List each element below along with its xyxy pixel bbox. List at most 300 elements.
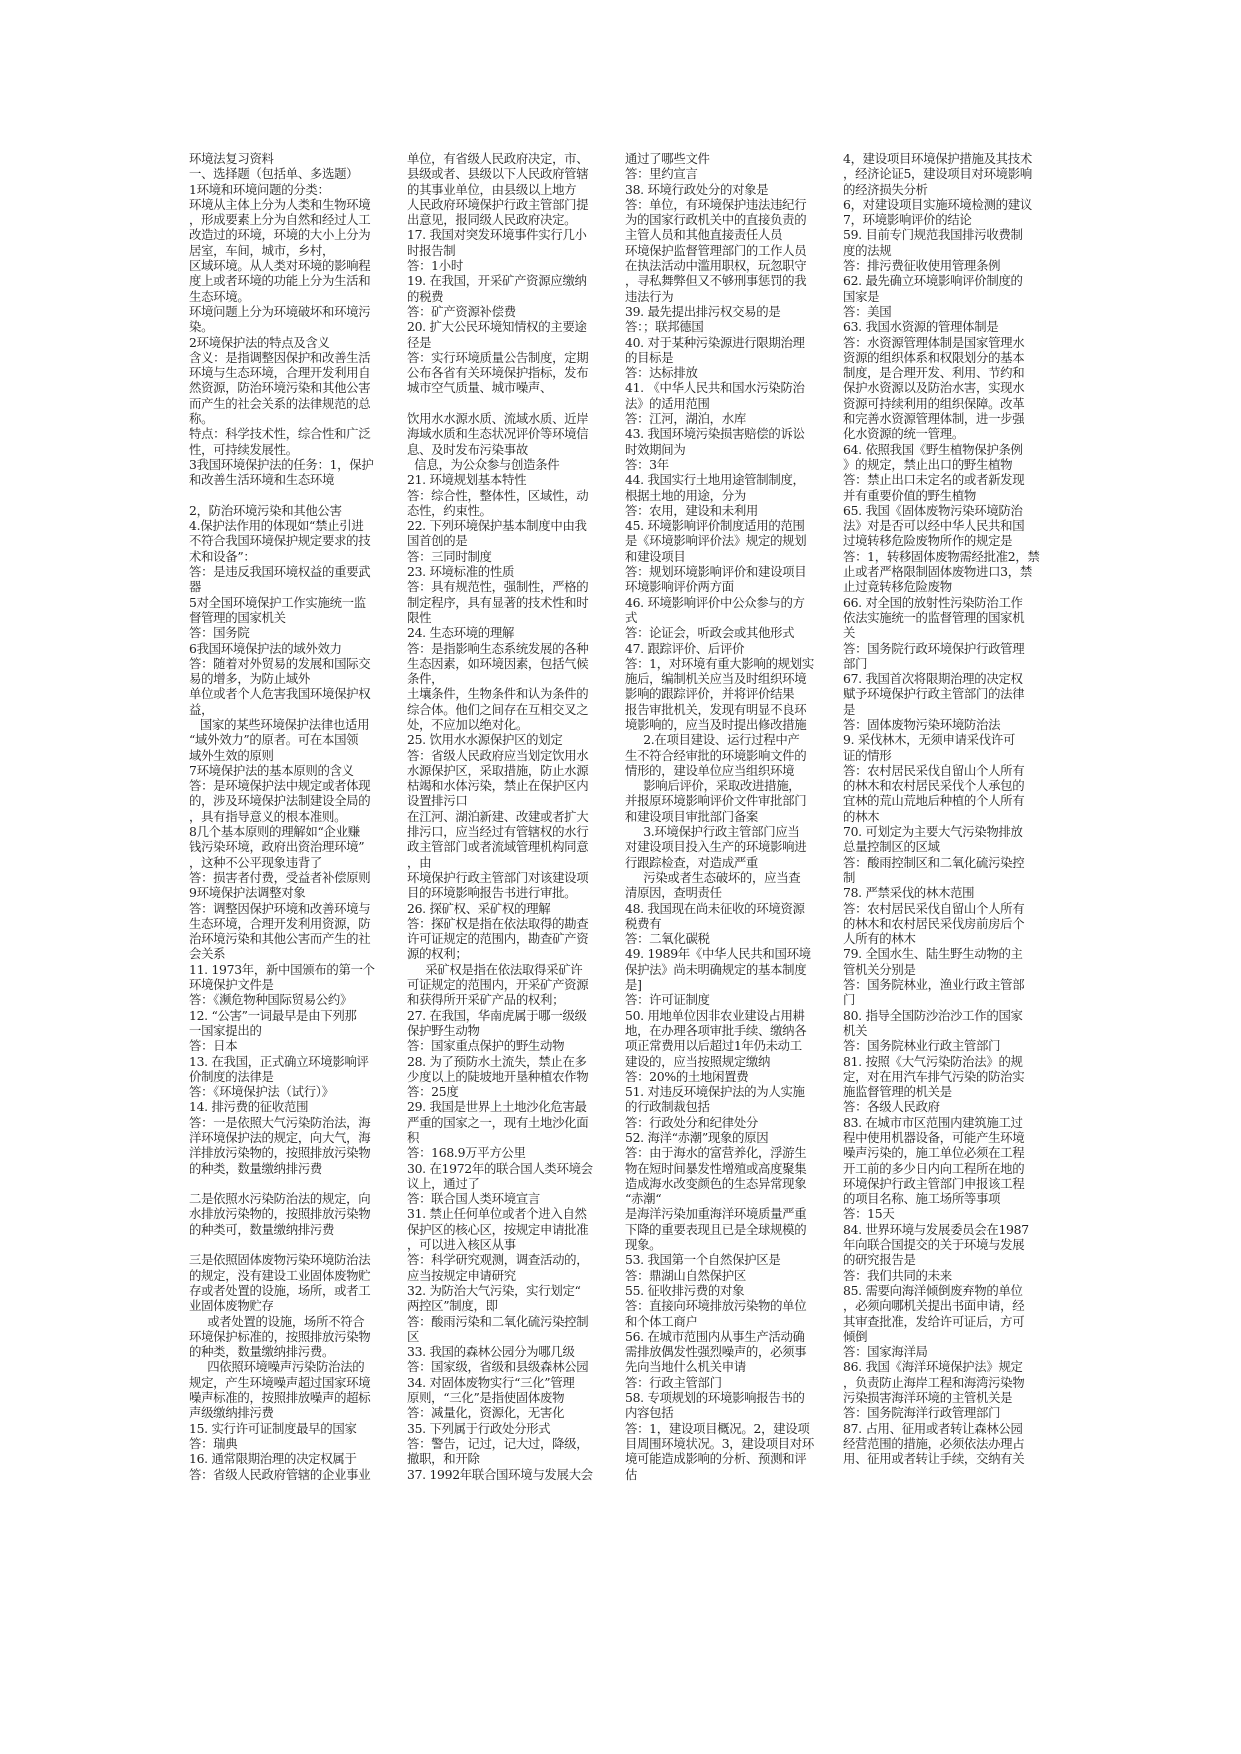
text-line: 四依照环境噪声污染防治法的 — [189, 1359, 365, 1375]
text-line: 易的增多，为防止域外 — [189, 671, 310, 687]
text-line: 一、选择题（包括单、多选题） — [189, 166, 359, 182]
text-line: 答：1，转移固体废物需经批准2，禁 — [843, 548, 1040, 564]
text-line: 答：鼎湖山自然保护区 — [625, 1267, 746, 1283]
text-line: 55. 征收排污费的对象 — [625, 1282, 745, 1298]
text-line: 染。 — [189, 319, 214, 335]
text-line: 和建设项目审批部门备案 — [625, 808, 758, 824]
text-line: 的项目名称、施工场所等事项 — [843, 1191, 1001, 1207]
text-line: 52. 海洋“赤潮”现象的原因 — [625, 1130, 769, 1145]
text-line: 38. 环境行政处分的对象是 — [625, 181, 769, 197]
text-line: 3.环境保护行政主管部门应当 — [625, 824, 800, 840]
text-line: 2，防治环境污染和其他公害 — [189, 502, 342, 518]
text-line: ，这种不公平现象违背了 — [189, 854, 322, 870]
text-line: 答：三同时制度 — [407, 548, 492, 564]
text-line: “赤潮“ — [625, 1191, 662, 1207]
text-line: 限性 — [407, 609, 432, 625]
text-line: 环境保护文件是 — [189, 977, 274, 993]
text-line: 答：国务院林业，渔业行政主管部 — [843, 977, 1025, 993]
text-line: 29. 我国是世界上土地沙化危害最 — [407, 1099, 587, 1115]
text-line: 28. 为了预防水土流失，禁止在多 — [407, 1053, 587, 1069]
text-line: 答：《濒危物种国际贸易公约》 — [189, 992, 353, 1008]
text-line: 答：酸雨控制区和二氧化硫污染控 — [843, 854, 1025, 870]
text-line: 环境与生态环境，合理开发利用自 — [189, 365, 371, 381]
text-line: 答：是违反我国环境权益的重要武 — [189, 564, 371, 580]
text-line: 为的国家行政机关中的直接负责的 — [625, 212, 807, 228]
text-line: 钱污染环境，政府出资治理环境” — [189, 839, 365, 855]
text-line: 40. 对于某种污染源进行限期治理 — [625, 334, 805, 350]
text-line: 45. 环境影响评价制度适用的范围 — [625, 518, 805, 534]
text-line: 答：实行环境质量公告制度，定期 — [407, 349, 589, 365]
text-line: 答：规划环境影响评价和建设项目 — [625, 564, 807, 580]
text-line: 53. 我国第一个自然保护区是 — [625, 1252, 781, 1268]
text-line: 答：二氧化碳税 — [625, 931, 710, 947]
text-line: 答：《环境保护法（试行）》 — [189, 1084, 334, 1100]
text-line: ，由 — [407, 854, 432, 870]
text-line: 答：瑞典 — [189, 1435, 238, 1451]
text-line: “域外效力”的原者。可在本国领 — [189, 732, 359, 748]
text-line: 或者处置的设施，场所不符合 — [189, 1313, 365, 1329]
text-line: 污染损害海洋环境的主管机关是 — [843, 1390, 1013, 1406]
text-line: 制度，是合理开发、利用、节约和 — [843, 365, 1025, 381]
text-line: 在江河、湖泊新建、改建或者扩大 — [407, 808, 589, 824]
text-line: 环境影响评价两方面 — [625, 579, 734, 595]
text-line: 施监督管理的机关是 — [843, 1084, 952, 1100]
text-line: 通过了哪些文件 — [625, 151, 710, 166]
text-line: 开工前的多少日内向工程所在地的 — [843, 1160, 1025, 1176]
text-line: 答：行政处分和纪律处分 — [625, 1114, 758, 1130]
text-line: 存或者处置的设施，场所，或者工 — [189, 1282, 371, 1298]
text-line: 环境保护标准的，按照排放污染物 — [189, 1328, 371, 1344]
text-line: 径是 — [407, 334, 432, 350]
text-line: 称。 — [189, 411, 214, 427]
text-line: 目的环境影响报告书进行审批。 — [407, 885, 577, 901]
text-line: 是海洋污染加重海洋环境质量严重 — [625, 1206, 807, 1222]
text-line: 水源保护区，采取措施，防止水源 — [407, 762, 589, 778]
text-line: 而产生的社会关系的法律规范的总 — [189, 395, 371, 411]
text-line: 34. 对固体废物实行“三化”管理 — [407, 1374, 575, 1390]
text-line: 答：国务院 — [189, 625, 250, 641]
text-line: 二是依照水污染防治法的规定，向 — [189, 1191, 371, 1207]
text-line: 70. 可划定为主要大气污染物排放 — [843, 824, 1023, 840]
text-line: 区 — [407, 1328, 420, 1344]
text-line: 答：168.9万平方公里 — [407, 1145, 526, 1161]
text-line: 48. 我国现在尚未征收的环境资源 — [625, 900, 805, 916]
text-line: 城市空气质量、城市噪声、 — [407, 380, 553, 396]
text-line: 50. 用地单位因非农业建设占用耕 — [625, 1007, 805, 1023]
text-line: 33. 我国的森林公园分为哪几级 — [407, 1344, 575, 1360]
text-line: 是《环境影响评价法》规定的规划 — [625, 533, 807, 549]
text-line: 4，建设项目环境保护措施及其技术 — [843, 151, 1032, 166]
text-line: ，经济论证5，建设项目对环境影响 — [843, 166, 1032, 182]
text-line: 答：由于海水的富营养化，浮游生 — [625, 1145, 807, 1161]
text-line: 影响后评价，采取改进措施， — [625, 778, 801, 794]
text-line: 器 — [189, 579, 202, 595]
text-line: 答：3年 — [625, 456, 669, 472]
text-line: 两控区”制度，即 — [407, 1298, 498, 1314]
text-line: 答：一是依照大气污染防治法，海 — [189, 1114, 371, 1130]
text-line: 单位或者个人危害我国环境保护权 — [189, 686, 371, 702]
text-line: 17. 我国对突发环境事件实行几小 — [407, 227, 587, 243]
text-line: 门 — [843, 992, 856, 1008]
text-line: 过境转移危险废物所作的规定是 — [843, 533, 1013, 549]
text-line: 会关系 — [189, 946, 226, 962]
text-line: 在执法活动中滥用职权，玩忽职守 — [625, 258, 807, 274]
text-line: 的税费 — [407, 288, 444, 304]
text-line — [189, 1176, 394, 1191]
text-line: 答：我们共同的未来 — [843, 1267, 952, 1283]
text-line: 答：固体废物污染环境防治法 — [843, 716, 1001, 732]
text-line: 37. 1992年联合国环境与发展大会 — [407, 1466, 593, 1482]
text-line: 饮用水水源水质、流域水质、近岸 — [407, 411, 589, 427]
text-line: 12. “公害”一词最早是由下列那 — [189, 1007, 357, 1023]
text-line: 答：国家海洋局 — [843, 1344, 928, 1360]
text-line: 答：综合性，整体性，区域性，动 — [407, 487, 589, 503]
text-line: 度的法规 — [843, 242, 892, 258]
text-line: 答：直接向环境排放污染物的单位 — [625, 1298, 807, 1314]
text-line: 环境保护行政主管部门对该建设项 — [407, 869, 589, 885]
text-line: 答：单位，有环境保护违法违纪行 — [625, 196, 807, 212]
text-line: 信息，为公众参与创造条件 — [407, 456, 560, 472]
text-line: 治环境污染和其他公害而产生的社 — [189, 931, 371, 947]
text-line: 出意见，报同级人民政府决定。 — [407, 212, 577, 228]
text-line: 6我国环境保护法的域外效力 — [189, 640, 342, 656]
text-line: 行跟踪检查，对造成严重 — [625, 854, 758, 870]
text-line: 答：省级人民政府管辖的企业事业 — [189, 1466, 371, 1482]
text-line: ，寻私舞弊但又不够刑事惩罚的我 — [625, 273, 807, 289]
text-line: 许可证规定的范围内，勘查矿产资 — [407, 931, 589, 947]
text-line: 施后，编制机关应当及时组织环境 — [625, 671, 807, 687]
text-line: 法》对是否可以经中华人民共和国 — [843, 518, 1025, 534]
text-line: 年向联合国提交的关于环境与发展 — [843, 1237, 1025, 1253]
text-line: 答：许可证制度 — [625, 992, 710, 1008]
text-line: 49. 1989年《中华人民共和国环境 — [625, 946, 811, 962]
text-line: 的林木和农村居民采伐房前房后个 — [843, 915, 1025, 931]
column-1 — [189, 151, 394, 1482]
text-line: 主管人员和其他直接责任人员 — [625, 227, 783, 243]
text-line: 26. 探矿权、采矿权的理解 — [407, 900, 551, 916]
text-line: 保护法》尚未明确规定的基本制度 — [625, 961, 807, 977]
text-line: 督管理的国家机关 — [189, 609, 286, 625]
text-line: 资源可持续利用的组织保障。改革 — [843, 395, 1025, 411]
text-line: 答：1，对环境有重大影响的规划实 — [625, 655, 814, 671]
text-line: 性，可持续发展性。 — [189, 441, 298, 457]
text-line: 81. 按照《大气污染防治法》的规 — [843, 1053, 1023, 1069]
text-line: 设置排污口 — [407, 793, 468, 809]
text-line: 造成海水改变颜色的生态异常现象 — [625, 1175, 807, 1191]
text-line: 答：随着对外贸易的发展和国际交 — [189, 655, 371, 671]
text-line: 资源的组织体系和权限划分的基本 — [843, 349, 1025, 365]
text-line: 的林木 — [843, 808, 880, 824]
text-line: 三是依照固体废物污染环境防治法 — [189, 1252, 371, 1268]
text-line: 倾倒 — [843, 1328, 868, 1344]
text-line: 41. 《中华人民共和国水污染防治 — [625, 380, 805, 396]
text-line: 答：是指影响生态系统发展的各种 — [407, 640, 589, 656]
text-line: 32. 为防治大气污染，实行划定“ — [407, 1282, 581, 1298]
text-line: 21. 环境规划基本特性 — [407, 472, 527, 488]
text-line: 机关 — [843, 1022, 868, 1038]
text-line: 源的权利； — [407, 946, 468, 962]
text-line: 环境保护行政主管部门申报该工程 — [843, 1175, 1025, 1191]
text-line: 51. 对违反环境保护法的为人实施 — [625, 1084, 805, 1100]
text-line: 15. 实行许可证制度最早的国家 — [189, 1420, 357, 1436]
text-line: 25. 饮用水水源保护区的划定 — [407, 732, 563, 748]
text-line: 9. 采伐林木，无须申请采伐许可 — [843, 732, 1016, 748]
text-line: 止过竟转移危险废物 — [843, 579, 952, 595]
text-line: 答：农村居民采伐自留山个人所有 — [843, 762, 1025, 778]
text-line: 税费有 — [625, 915, 662, 931]
text-line: ，形成要素上分为自然和经过人工 — [189, 212, 371, 228]
text-line: 答：各级人民政府 — [843, 1099, 940, 1115]
text-line: 87. 占用、征用或者转让森林公园 — [843, 1420, 1023, 1436]
text-line: 域外生效的原则 — [189, 747, 274, 763]
text-line: 程中使用机器设备，可能产生环境 — [843, 1130, 1025, 1145]
text-line: 然资源，防治环境污染和其他公害 — [189, 380, 371, 396]
column-3 — [625, 151, 830, 1482]
text-line: 答：25度 — [407, 1084, 459, 1100]
text-line: 答：警告，记过，记大过，降级， — [407, 1435, 589, 1451]
text-line: 答：国家重点保护的野生动物 — [407, 1038, 565, 1054]
text-line: 答：农村居民采伐自留山个人所有 — [843, 900, 1025, 916]
text-line: 宜林的荒山荒地后种植的个人所有 — [843, 793, 1025, 809]
text-line: 严重的国家之一，现有土地沙化面 — [407, 1114, 589, 1130]
text-line: 制定程序，具有显著的技术性和时 — [407, 594, 589, 610]
text-line: 地，在办理各项审批手续、缴纳各 — [625, 1022, 807, 1038]
text-line: 度上或者环境的功能上分为生活和 — [189, 273, 371, 289]
text-line — [407, 396, 612, 411]
text-line: 含义：是指调整因保护和改善生活 — [189, 349, 371, 365]
text-line: 20. 扩大公民环境知情权的主要途 — [407, 319, 587, 335]
text-line: 2.在项目建设、运行过程中产 — [625, 732, 800, 748]
text-line: 关 — [843, 625, 856, 641]
text-line: 项正常费用以后超过1年仍未动工 — [625, 1038, 802, 1054]
text-line: 保护区的核心区，按规定申请批准 — [407, 1221, 589, 1237]
text-line: 息、及时发布污染事故 — [407, 441, 528, 457]
text-line: 海域水质和生态状况评价等环境信 — [407, 426, 589, 442]
text-line: 赋予环境保护行政主管部门的法律 — [843, 686, 1025, 702]
text-line: 56. 在城市范围内从事生产活动确 — [625, 1328, 805, 1344]
column-2 — [407, 151, 612, 1482]
text-line: 声级缴纳排污费 — [189, 1405, 274, 1421]
text-line: 是 — [843, 701, 856, 717]
text-line: 噪声标准的，按照排放噪声的超标 — [189, 1390, 371, 1406]
text-line: 答：酸雨污染和二氧化硫污染控制 — [407, 1313, 589, 1329]
text-line: 的，涉及环境保护法制建设全局的 — [189, 793, 371, 809]
text-line: 洋排放污染物的，按照排放污染物 — [189, 1145, 371, 1161]
text-line: 其审查批准，发给许可证后，方可 — [843, 1313, 1025, 1329]
text-line: 法》的适用范围 — [625, 395, 710, 411]
text-line: 22. 下列环境保护基本制度中由我 — [407, 518, 587, 534]
text-line: 答：减量化，资源化，无害化 — [407, 1405, 565, 1421]
text-line: ，负责防止海岸工程和海湾污染物 — [843, 1374, 1025, 1390]
text-line: 噪声污染的，施工单位必须在工程 — [843, 1145, 1025, 1161]
text-line: 综合体。他们之间存在互相交叉之 — [407, 701, 589, 717]
text-line: 环境从主体上分为人类和生物环境 — [189, 196, 371, 212]
text-line: 64. 依照我国《野生植物保护条例 — [843, 441, 1023, 457]
text-line: 答：行政主管部门 — [625, 1374, 722, 1390]
text-line: 78. 严禁采伐的林木范围 — [843, 885, 975, 901]
column-4 — [843, 151, 1048, 1482]
text-line: 8几个基本原则的理解如“企业赚 — [189, 824, 360, 840]
text-line: 的规定，没有建设工业固体废物贮 — [189, 1267, 371, 1283]
text-line: 环境保护监督管理部门的工作人员 — [625, 242, 807, 258]
text-line: 和个体工商户 — [625, 1313, 698, 1329]
text-line: 物在短时间暴发性增殖或高度聚集 — [625, 1160, 807, 1176]
text-line: 生不符合经审批的环境影响文件的 — [625, 747, 807, 763]
text-line: 13. 在我国，正式确立环境影响评 — [189, 1053, 369, 1069]
text-line: 枯竭和水体污染，禁止在保护区内 — [407, 778, 589, 794]
text-line: 44. 我国实行土地用途管制制度， — [625, 472, 805, 488]
text-line: 公布各省有关环境保护指标，发布 — [407, 365, 589, 381]
text-line: 保护水资源以及防治水害，实现水 — [843, 380, 1025, 396]
text-line: 下降的重要表现且已是全球规模的 — [625, 1221, 807, 1237]
text-line: 环境问题上分为环境破坏和环境污 — [189, 303, 371, 319]
text-line: 生态环境。 — [189, 288, 250, 304]
text-line: 4.保护法作用的体现如“禁止引进 — [189, 518, 364, 534]
text-line: 居室，车间，城市，乡村， — [189, 242, 335, 258]
text-line: 31. 禁止任何单位或者个进入自然 — [407, 1206, 587, 1222]
text-line: 目周围环境状况。3，建设项目对环 — [625, 1435, 814, 1451]
text-line: 生态环境，合理开发利用资源，防 — [189, 915, 371, 931]
text-line: 答：是环境保护法中规定或者体现 — [189, 778, 371, 794]
text-line: 业固体废物贮存 — [189, 1298, 274, 1314]
text-line: 答：1小时 — [407, 258, 463, 274]
text-line: 11. 1973年，新中国颁布的第一个 — [189, 961, 375, 977]
text-line: 现象。 — [625, 1237, 662, 1253]
text-line: 和获得所开采矿产品的权利； — [407, 992, 565, 1008]
text-line: 答：江河，湖泊，水库 — [625, 411, 746, 427]
text-line: 需排放偶发性强烈噪声的，必须事 — [625, 1344, 807, 1360]
text-line: 定，对在用汽车排气污染的防治实 — [843, 1068, 1025, 1084]
text-line: 估 — [625, 1466, 638, 1482]
text-line: 14. 排污费的征收范围 — [189, 1099, 309, 1115]
text-line: 答：禁止出口未定名的或者新发现 — [843, 472, 1025, 488]
text-line: 报告审批机关，发现有明显不良环 — [625, 701, 807, 717]
text-line: 建设的，应当按照规定缴纳 — [625, 1053, 771, 1069]
text-line: 改造过的环境，环境的大小上分为 — [189, 227, 371, 243]
text-line: 答：国家级，省级和县级森林公园 — [407, 1359, 589, 1375]
text-line: 和完善水资源管理体制，进一步强 — [843, 411, 1025, 427]
text-line: 63. 我国水资源的管理体制是 — [843, 319, 999, 335]
text-line: 处，不应加以绝对化。 — [407, 716, 528, 732]
text-line: 特点：科学技术性，综合性和广泛 — [189, 426, 371, 442]
text-line: 污染或者生态破坏的，应当查 — [625, 869, 801, 885]
text-line: 30. 在1972年的联合国人类环境会 — [407, 1160, 593, 1176]
text-line: 化水资源的统一管理。 — [843, 426, 964, 442]
text-line: 答：探矿权是指在依法取得的勘查 — [407, 915, 589, 931]
text-line: 的种类可，数量缴纳排污费 — [189, 1221, 335, 1237]
text-line: 境影响的，应当及时提出修改措施 — [625, 716, 807, 732]
text-line: 9环境保护法调整对象 — [189, 885, 306, 901]
text-line: 生态因素，如环境因素，包括气候 — [407, 655, 589, 671]
text-line: 总量控制区的区域 — [843, 839, 940, 855]
text-line: 的其事业单位，由县级以上地方 — [407, 181, 577, 197]
text-line: 80. 指导全国防沙治沙工作的国家 — [843, 1007, 1023, 1023]
text-line: 和改善生活环境和生态环境 — [189, 472, 335, 488]
text-line: 并报原环境影响评价文件审批部门 — [625, 793, 807, 809]
text-line: 的林木和农村居民采伐个人承包的 — [843, 778, 1025, 794]
text-line: 国首创的是 — [407, 533, 468, 549]
text-line: 积 — [407, 1130, 420, 1145]
text-line: 79. 全国水生、陆生野生动物的主 — [843, 946, 1023, 962]
text-line: 答：科学研究观测，调查活动的， — [407, 1252, 589, 1268]
text-line: 时效期间为 — [625, 441, 686, 457]
text-line: 66. 对全国的放射性污染防治工作 — [843, 594, 1023, 610]
text-line — [189, 488, 394, 503]
text-line: 39. 最先提出排污权交易的是 — [625, 303, 781, 319]
text-line: 采矿权是指在依法取得采矿许 — [407, 961, 583, 977]
text-line: 23. 环境标准的性质 — [407, 564, 515, 580]
text-line: 原则，“三化”是指使固体废物 — [407, 1390, 565, 1406]
text-line: 答：国务院行政环境保护行政管理 — [843, 640, 1025, 656]
text-line: 人民政府环境保护行政主管部门提 — [407, 196, 589, 212]
text-line: 67. 我国首次将限期治理的决定权 — [843, 671, 1023, 687]
text-line: 62. 最先确立环境影响评价制度的 — [843, 273, 1023, 289]
text-line: 答：15天 — [843, 1206, 895, 1222]
text-line: 境可能造成影响的分析、预测和评 — [625, 1451, 807, 1467]
text-line: 答：具有规范性，强制性，严格的 — [407, 579, 589, 595]
text-line: 》的规定，禁止出口的野生植物 — [843, 456, 1013, 472]
text-line: 答：联合国人类环境宣言 — [407, 1191, 540, 1207]
text-line: 清原因，查明责任 — [625, 885, 722, 901]
text-line: 区域环境。从人类对环境的影响程 — [189, 258, 371, 274]
text-line: 答：；联邦德国 — [625, 319, 704, 335]
text-line: 答：论证会，听政会或其他形式 — [625, 625, 795, 641]
text-line: 部门 — [843, 655, 868, 671]
text-line: 答：损害者付费，受益者补偿原则 — [189, 869, 371, 885]
text-line: 情形的，建设单位应当组织环境 — [625, 762, 795, 778]
text-line: 单位，有省级人民政府决定，市、 — [407, 151, 589, 166]
text-line: 撤职，和开除 — [407, 1451, 480, 1467]
text-line: 3我国环境保护法的任务：1，保护 — [189, 456, 374, 472]
text-line: 47. 跟踪评价、后评价 — [625, 640, 745, 656]
text-line: 洋环境保护法的规定，向大气，海 — [189, 1130, 371, 1145]
text-line: 经营范围的措施，必须依法办理占 — [843, 1435, 1025, 1451]
text-line: 86. 我国《海洋环境保护法》规定 — [843, 1359, 1023, 1375]
text-line: 答：排污费征收使用管理条例 — [843, 258, 1001, 274]
text-line: 27. 在我国，华南虎属于哪一级级 — [407, 1007, 587, 1023]
text-line: 政主管部门或者流域管理机构同意 — [407, 839, 589, 855]
text-line: 7，环境影响评价的结论 — [843, 212, 972, 228]
text-line: 违法行为 — [625, 288, 674, 304]
text-line: 答：1，建设项目概况。2，建设项 — [625, 1420, 810, 1436]
text-line: 少度以上的陡坡地开垦种植农作物 — [407, 1068, 589, 1084]
text-line — [189, 1237, 394, 1252]
text-line: 答：美国 — [843, 303, 892, 319]
text-line: 益， — [189, 701, 214, 717]
text-line: 先向当地什么机关申请 — [625, 1359, 746, 1375]
text-line: 答：日本 — [189, 1038, 238, 1054]
text-line: 和建设项目 — [625, 548, 686, 564]
text-line: 规定，产生环境噪声超过国家环境 — [189, 1374, 371, 1390]
text-line: 用、征用或者转让手续，交纳有关 — [843, 1451, 1025, 1467]
text-line: 85. 需要向海洋倾倒废弃物的单位 — [843, 1282, 1023, 1298]
text-line: 一国家提出的 — [189, 1022, 262, 1038]
text-line: 可证规定的范围内，开采矿产资源 — [407, 977, 589, 993]
text-line: 价制度的法律是 — [189, 1068, 274, 1084]
text-line: 83. 在城市市区范围内建筑施工过 — [843, 1114, 1023, 1130]
text-columns — [189, 151, 1048, 1482]
text-line: 保护野生动物 — [407, 1022, 480, 1038]
text-line: 答：矿产资源补偿费 — [407, 303, 516, 319]
text-line: 43. 我国环境污染损害赔偿的诉讼 — [625, 426, 805, 442]
text-line: 内容包括 — [625, 1405, 674, 1421]
text-line: ，具有指导意义的根本准则。 — [189, 808, 347, 824]
text-line: 的种类，数量缴纳排污费。 — [189, 1344, 335, 1360]
text-line: 水排放污染物的，按照排放污染物 — [189, 1206, 371, 1222]
text-line: 5对全国环境保护工作实施统一监 — [189, 594, 366, 610]
text-line: 的经济损失分析 — [843, 181, 928, 197]
text-line: 答：20%的土地闲置费 — [625, 1068, 749, 1084]
